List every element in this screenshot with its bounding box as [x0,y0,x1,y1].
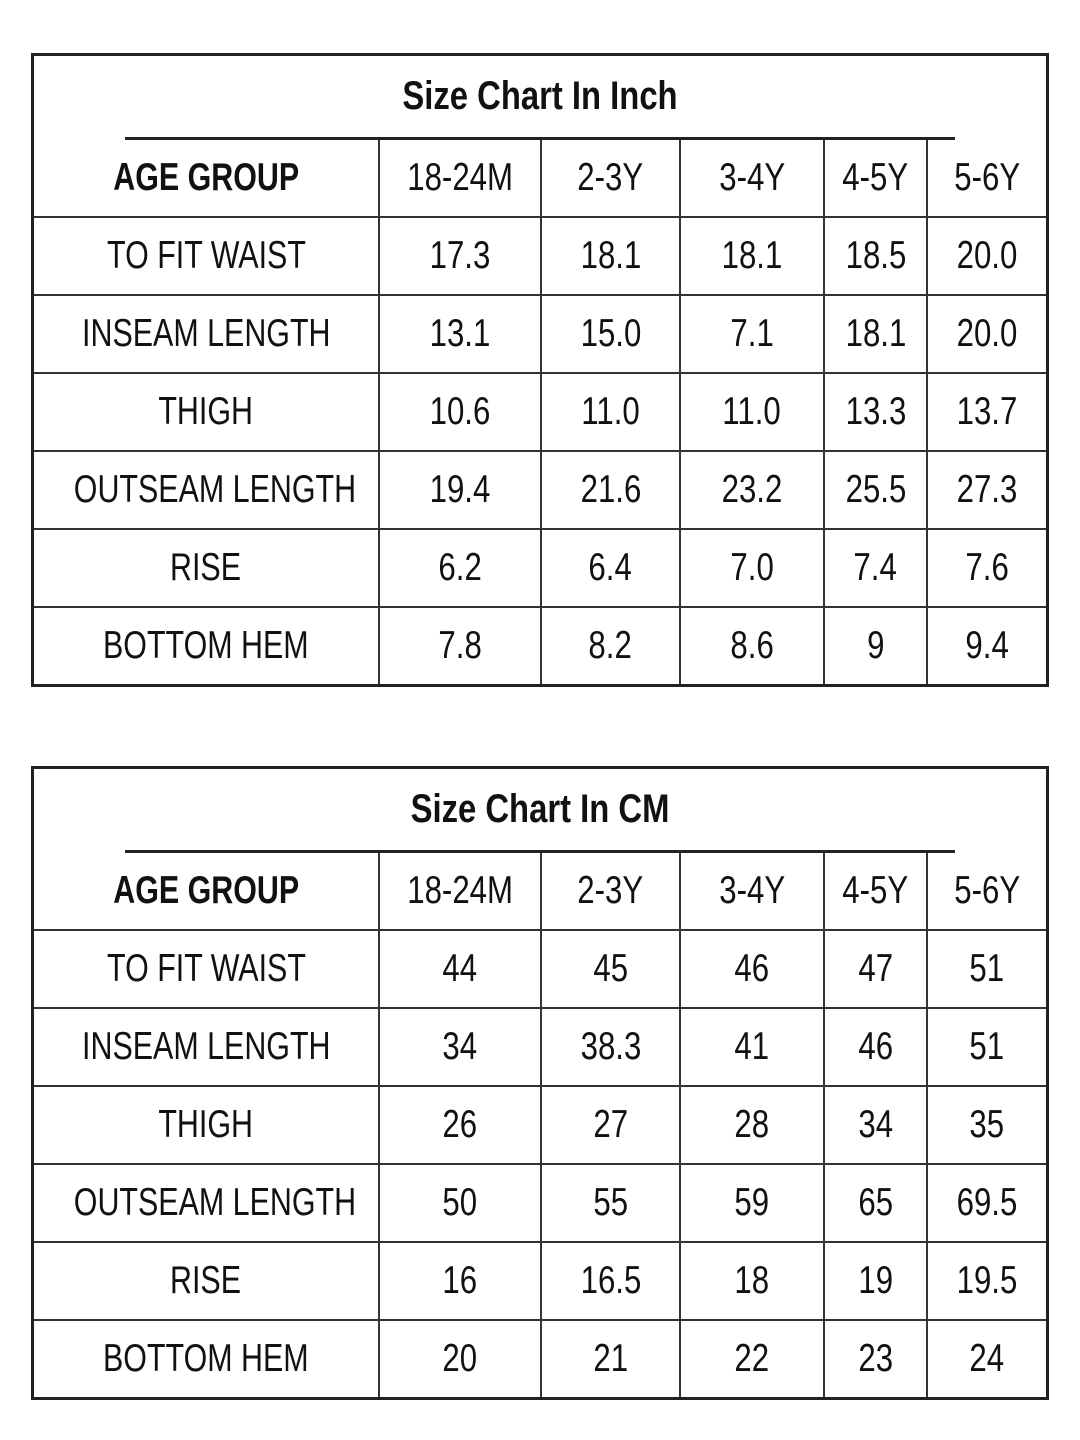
chart-title-cm: Size Chart In CM [125,769,955,853]
value-cell: 7.0 [680,529,824,607]
value-cell: 11.0 [541,373,680,451]
value-cell: 13.7 [927,373,1046,451]
table-row [34,1086,1046,1164]
table-row [34,930,1046,1008]
value-cell: 22 [680,1320,824,1397]
table-row [34,1008,1046,1086]
value-cell: 35 [927,1086,1046,1164]
row-label-cell: BOTTOM HEM [34,1320,379,1397]
value-cell: 20.0 [927,217,1046,295]
size-table-inch [34,140,1046,684]
table-header-row [34,140,1046,217]
table-row [34,529,1046,607]
value-cell: 23 [824,1320,927,1397]
value-cell: 19 [824,1242,927,1320]
value-cell: 51 [927,1008,1046,1086]
value-cell: 27.3 [927,451,1046,529]
header-size-cell: 2-3Y [541,140,680,217]
value-cell: 65 [824,1164,927,1242]
size-chart-inch [31,53,1049,687]
value-cell: 47 [824,930,927,1008]
value-cell: 50 [379,1164,541,1242]
row-label-cell: RISE [34,1242,379,1320]
table-row [34,217,1046,295]
header-label-cell: AGE GROUP [34,853,379,930]
header-label-cell: AGE GROUP [34,140,379,217]
value-cell: 44 [379,930,541,1008]
value-cell: 19.4 [379,451,541,529]
value-cell: 51 [927,930,1046,1008]
value-cell: 7.6 [927,529,1046,607]
header-size-cell: 5-6Y [927,853,1046,930]
value-cell: 16.5 [541,1242,680,1320]
row-label-cell: OUTSEAM LENGTH [34,451,379,529]
value-cell: 55 [541,1164,680,1242]
row-label-cell: BOTTOM HEM [34,607,379,684]
header-size-cell: 4-5Y [824,853,927,930]
value-cell: 6.2 [379,529,541,607]
header-size-cell: 3-4Y [680,140,824,217]
row-label-cell: INSEAM LENGTH [34,1008,379,1086]
value-cell: 18 [680,1242,824,1320]
table-row [34,1320,1046,1397]
value-cell: 6.4 [541,529,680,607]
value-cell: 10.6 [379,373,541,451]
value-cell: 15.0 [541,295,680,373]
value-cell: 19.5 [927,1242,1046,1320]
table-header-row [34,853,1046,930]
value-cell: 9 [824,607,927,684]
value-cell: 20 [379,1320,541,1397]
header-size-cell: 4-5Y [824,140,927,217]
value-cell: 45 [541,930,680,1008]
row-label-cell: RISE [34,529,379,607]
value-cell: 23.2 [680,451,824,529]
value-cell: 13.3 [824,373,927,451]
table-row [34,373,1046,451]
value-cell: 21.6 [541,451,680,529]
size-chart-cm [31,766,1049,1400]
header-size-cell: 2-3Y [541,853,680,930]
value-cell: 11.0 [680,373,824,451]
chart-title-inch: Size Chart In Inch [125,56,955,140]
value-cell: 34 [824,1086,927,1164]
value-cell: 59 [680,1164,824,1242]
table-row [34,607,1046,684]
row-label-cell: OUTSEAM LENGTH [34,1164,379,1242]
value-cell: 27 [541,1086,680,1164]
value-cell: 7.8 [379,607,541,684]
value-cell: 46 [680,930,824,1008]
table-row [34,295,1046,373]
row-label-cell: INSEAM LENGTH [34,295,379,373]
value-cell: 69.5 [927,1164,1046,1242]
value-cell: 18.1 [680,217,824,295]
value-cell: 41 [680,1008,824,1086]
value-cell: 13.1 [379,295,541,373]
value-cell: 20.0 [927,295,1046,373]
value-cell: 18.1 [824,295,927,373]
row-label-cell: THIGH [34,373,379,451]
value-cell: 34 [379,1008,541,1086]
row-label-cell: TO FIT WAIST [34,217,379,295]
value-cell: 17.3 [379,217,541,295]
value-cell: 21 [541,1320,680,1397]
value-cell: 18.1 [541,217,680,295]
row-label-cell: TO FIT WAIST [34,930,379,1008]
row-label-cell: THIGH [34,1086,379,1164]
header-size-cell: 18-24M [379,853,541,930]
value-cell: 46 [824,1008,927,1086]
value-cell: 18.5 [824,217,927,295]
value-cell: 25.5 [824,451,927,529]
header-size-cell: 5-6Y [927,140,1046,217]
value-cell: 8.6 [680,607,824,684]
value-cell: 24 [927,1320,1046,1397]
value-cell: 28 [680,1086,824,1164]
size-table-cm [34,853,1046,1397]
value-cell: 8.2 [541,607,680,684]
value-cell: 16 [379,1242,541,1320]
table-row [34,1164,1046,1242]
value-cell: 7.4 [824,529,927,607]
table-row [34,451,1046,529]
value-cell: 26 [379,1086,541,1164]
header-size-cell: 3-4Y [680,853,824,930]
table-row [34,1242,1046,1320]
value-cell: 38.3 [541,1008,680,1086]
header-size-cell: 18-24M [379,140,541,217]
value-cell: 9.4 [927,607,1046,684]
value-cell: 7.1 [680,295,824,373]
